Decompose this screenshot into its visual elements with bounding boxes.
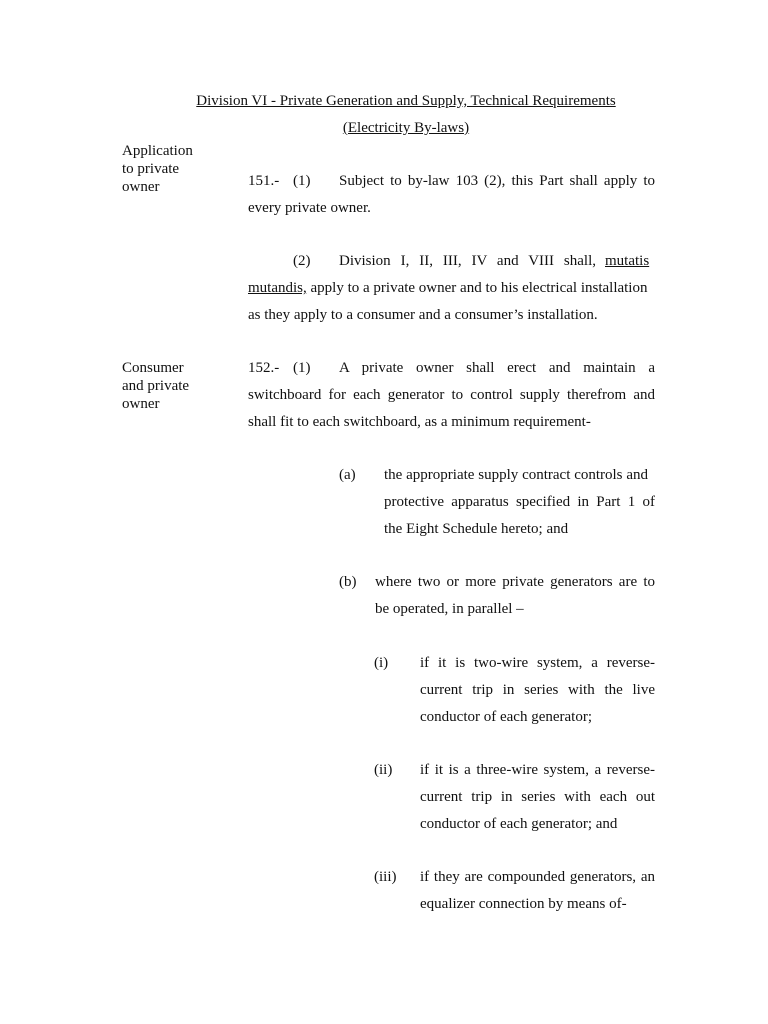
item-a-line3: the Eight Schedule hereto; and: [384, 521, 569, 537]
latin-term-mutatis: mutatis: [605, 253, 650, 269]
subitem-i-line2: current trip in series with the live: [420, 682, 655, 698]
paragraph-text: Division I, II, III, IV and VIII shall,: [339, 253, 596, 269]
subsection-number: (1): [293, 173, 311, 189]
section-151-subsection-1-line2: every private owner.: [248, 200, 371, 216]
paragraph-text: A private owner shall erect and maintain a: [339, 360, 655, 376]
item-b-line2: be operated, in parallel –: [375, 601, 524, 617]
subitem-iii-line2: equalizer connection by means of-: [420, 896, 627, 912]
subitem-label-i: (i): [374, 655, 389, 671]
division-heading: Division VI - Private Generation and Supply, Technical Requirements: [196, 93, 616, 109]
item-b-line1: where two or more private generators are to: [375, 574, 655, 590]
margin-note-application: Application to private owner: [122, 143, 193, 195]
subitem-iii-line1: if they are compounded generators, an: [420, 869, 655, 885]
latin-term-mutandis: mutandis,: [248, 280, 307, 296]
section-151-subsection-2-line3: as they apply to a consumer and a consumer’s installation.: [248, 307, 598, 323]
subitem-ii-line2: current trip in series with each out: [420, 789, 655, 805]
item-label-b: (b): [339, 574, 357, 590]
section-152-subsection-1-line3: shall fit to each switchboard, as a minimum requirement-: [248, 414, 591, 430]
subitem-label-iii: (iii): [374, 869, 397, 885]
section-152-subsection-1-line2: switchboard for each generator to control supply therefrom and: [248, 387, 655, 403]
item-label-a: (a): [339, 467, 356, 483]
subitem-i-line3: conductor of each generator;: [420, 709, 592, 725]
subsection-number: (2): [293, 253, 311, 269]
section-number: 152.-: [248, 360, 280, 376]
margin-note-consumer: Consumer and private owner: [122, 360, 190, 412]
subitem-ii-line1: if it is a three-wire system, a reverse-: [420, 762, 655, 778]
subitem-i-line1: if it is two-wire system, a reverse-: [420, 655, 655, 671]
bylaws-subheading: (Electricity By-laws): [342, 120, 470, 136]
section-151-subsection-1-line1: [248, 173, 655, 190]
section-151-subsection-2-line2: [248, 280, 655, 297]
subitem-ii-line3: conductor of each generator; and: [420, 816, 618, 832]
subsection-number: (1): [293, 360, 311, 376]
section-number: 151.-: [248, 173, 280, 189]
item-a-line1: the appropriate supply contract controls and: [384, 467, 648, 483]
subitem-label-ii: (ii): [374, 762, 393, 778]
item-a-line2: protective apparatus specified in Part 1 of: [384, 494, 655, 510]
paragraph-text: apply to a private owner and to his electrical installation: [310, 280, 648, 296]
section-152-subsection-1-line1: [248, 360, 655, 377]
paragraph-text: Subject to by-law 103 (2), this Part shall apply to: [339, 173, 655, 189]
